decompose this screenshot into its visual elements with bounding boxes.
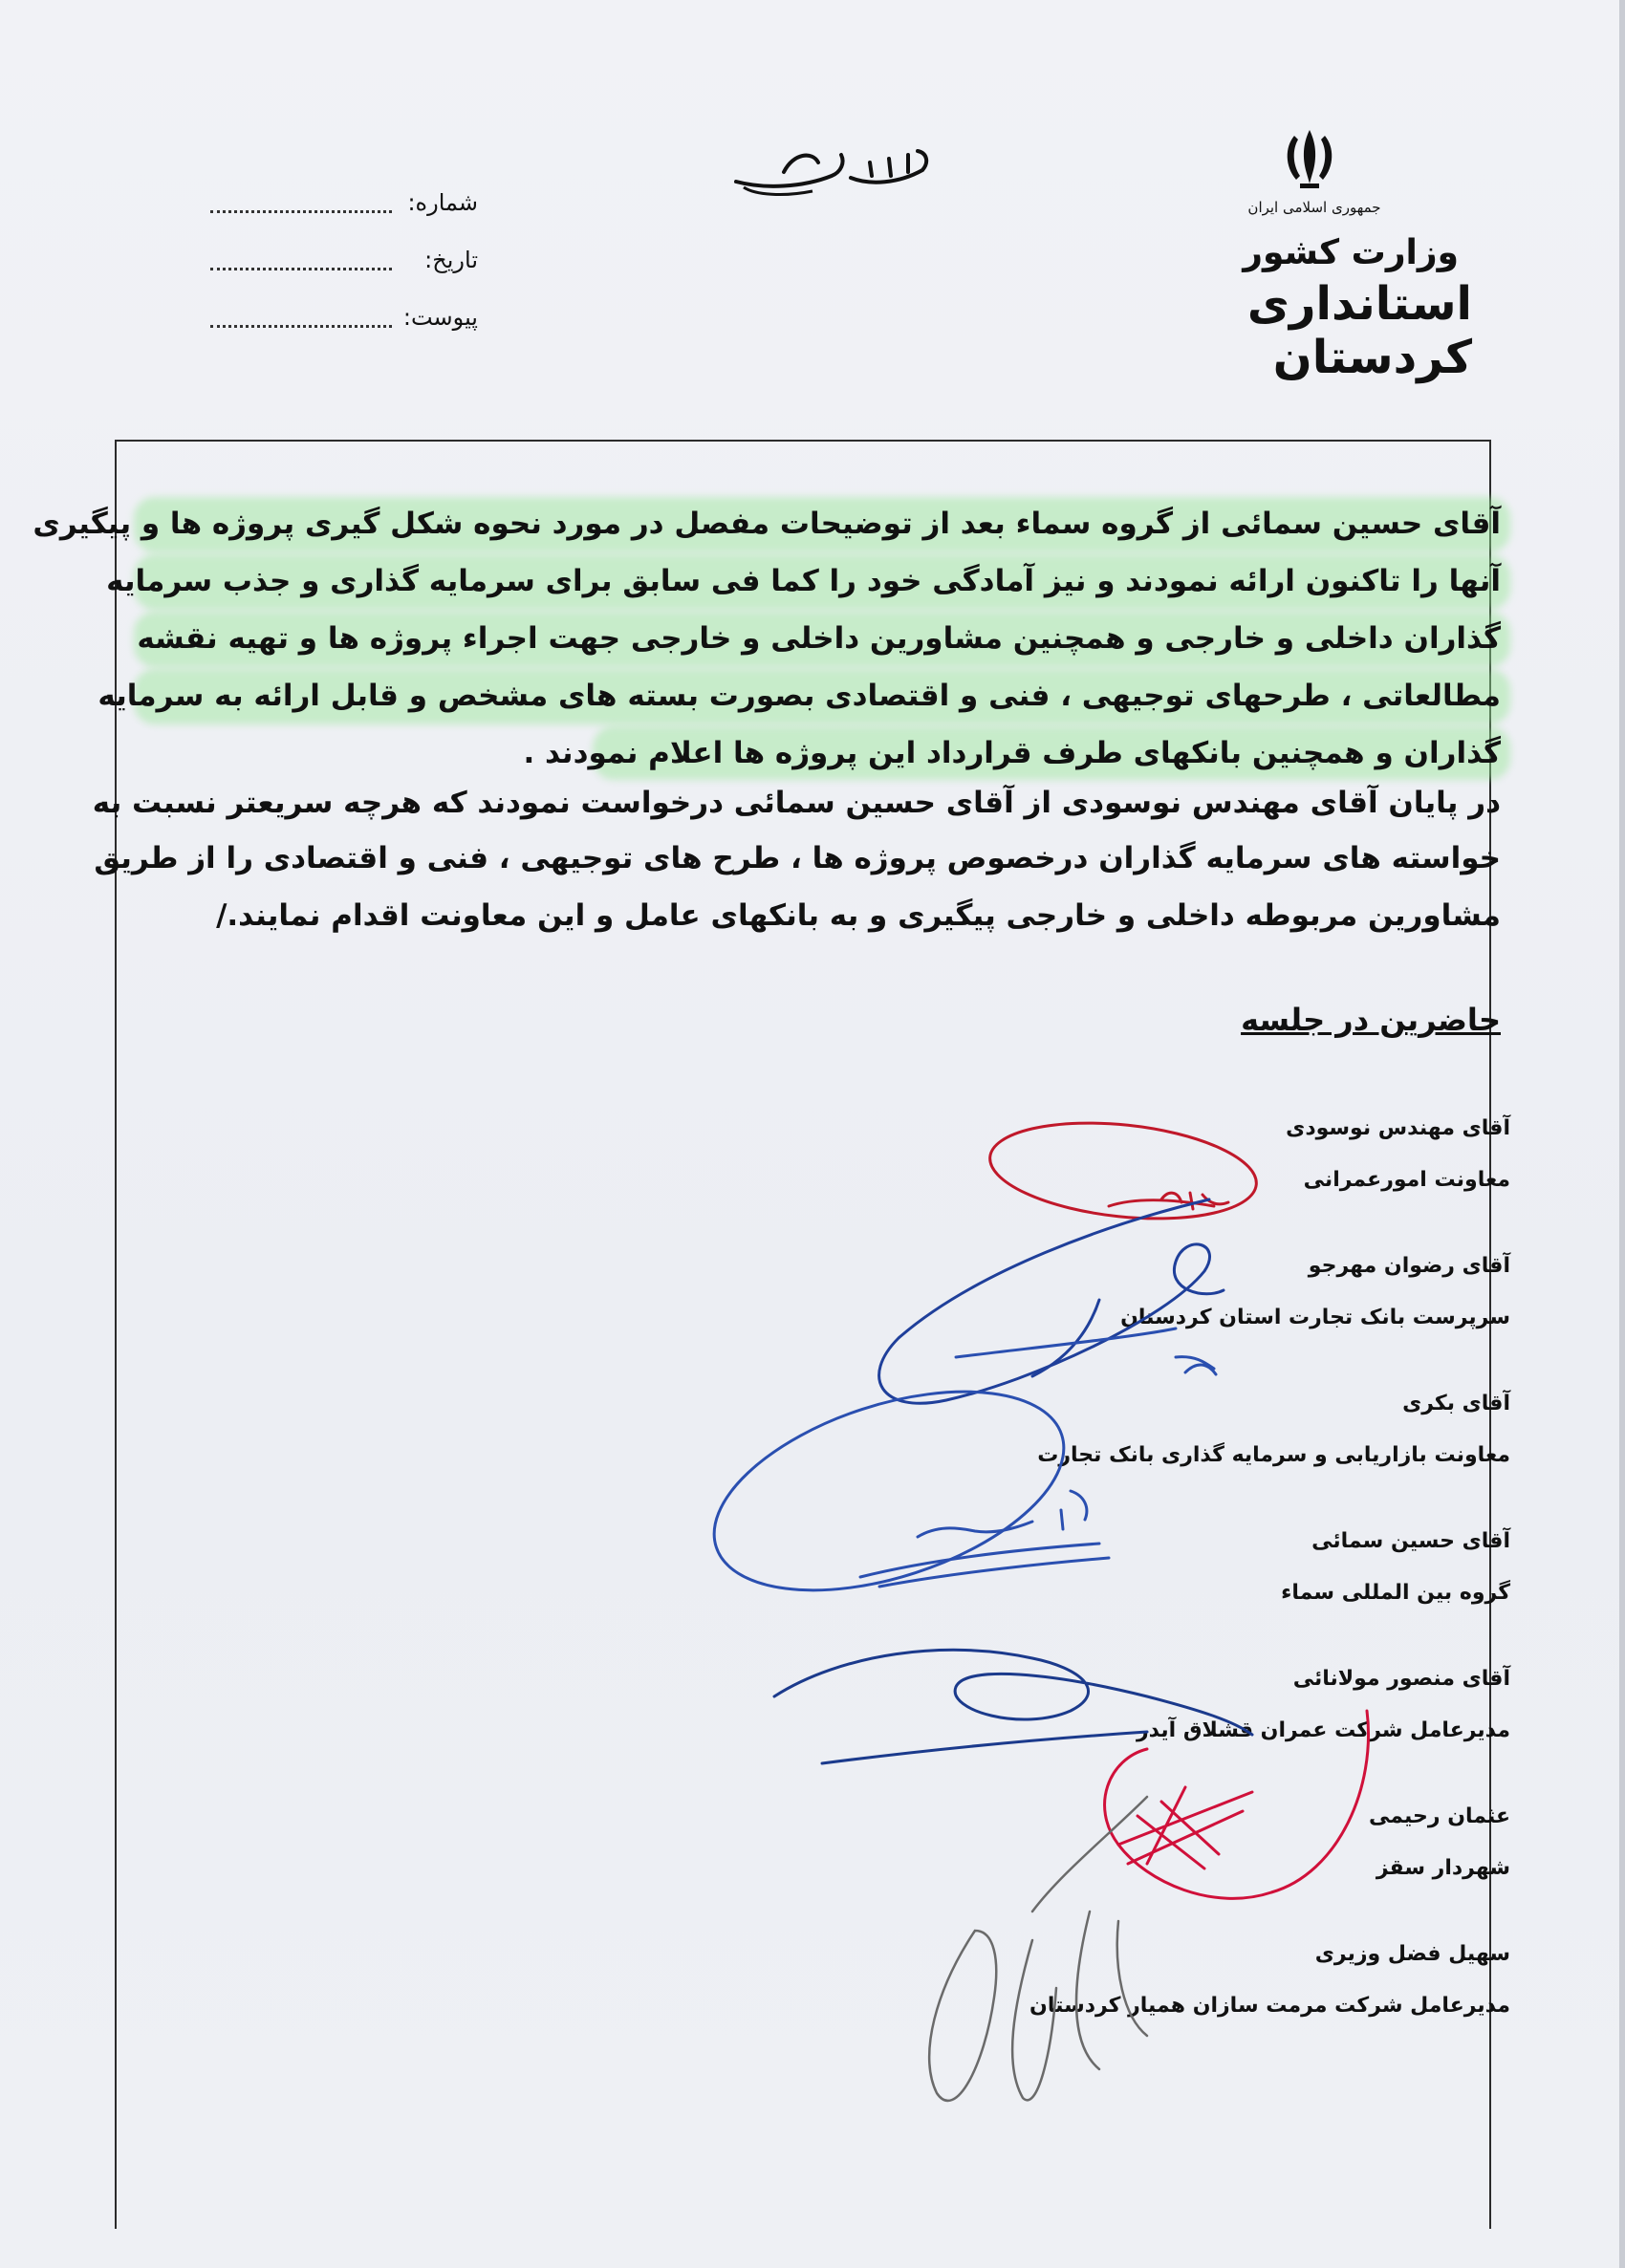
attendee-name: سهیل فضل وزیری: [1314, 1942, 1510, 1966]
bismillah-calligraphy: [726, 134, 937, 201]
republic-label: جمهوری اسلامی ایران: [1247, 199, 1381, 216]
attachment-dots: [210, 308, 392, 328]
attachment-field: [191, 304, 507, 342]
body-line-1: آقای حسین سمائی از گروه سماء بعد از توضیحات مفصل در مورد نحوه شکل گیری پروژه ها و پیگیری: [32, 507, 1501, 541]
body-line-4: مطالعاتی ، طرحهای توجیهی ، فنی و اقتصادی بصورت بسته های مشخص و قابل ارائه به سرمایه: [98, 679, 1501, 713]
date-dots: [210, 250, 392, 270]
attendee-role: سرپرست بانک تجارت استان کردستان: [1120, 1306, 1510, 1329]
attendees-title: حاضرین در جلسه: [1241, 1002, 1501, 1038]
attendee-role: معاونت امورعمرانی: [1303, 1168, 1510, 1192]
body-line-5: گذاران و همچنین بانکهای طرف قرارداد این پروژه ها اعلام نمودند .: [523, 736, 1501, 770]
attendee-role: مدیرعامل شرکت عمران قشلاق آیدر: [1137, 1718, 1510, 1742]
number-label: شماره:: [407, 189, 478, 216]
body-line-7: خواسته های سرمایه گذاران درخصوص پروژه ها ، طرح های توجیهی ، فنی و اقتصادی را از طریق: [94, 841, 1501, 875]
body-line-6: در پایان آقای مهندس نوسودی از آقای حسین سمائی درخواست نمودند که هرچه سریعتر نسبت به: [92, 786, 1501, 820]
iran-emblem-icon: [1271, 122, 1348, 199]
body-line-8: مشاورین مربوطه داخلی و خارجی پیگیری و به بانکهای عامل و این معاونت اقدام نمایند./: [216, 898, 1501, 933]
attendee-name: آقای حسین سمائی: [1311, 1529, 1510, 1553]
attendee-name: آقای رضوان مهرجو: [1308, 1254, 1510, 1278]
body-line-2: آنها را تاکنون ارائه نمودند و نیز آمادگی خود را کما فی سابق برای سرمایه گذاری و جذب سرمایه: [106, 564, 1501, 598]
governorate-title: استانداری کردستان: [1246, 277, 1472, 384]
number-dots: [210, 193, 392, 213]
attendee-role: شهردار سقز: [1376, 1856, 1510, 1880]
body-line-3: گذاران داخلی و خارجی و همچنین مشاورین داخلی و خارجی جهت اجراء پروژه ها و تهیه نقشه: [137, 621, 1501, 656]
attendee-role: معاونت بازاریابی و سرمایه گذاری بانک تجارت: [1037, 1443, 1510, 1467]
attendee-role: مدیرعامل شرکت مرمت سازان همیار کردستان: [1029, 1994, 1510, 2018]
ministry-title: وزارت کشور: [1243, 233, 1459, 272]
attendee-role: گروه بین المللی سماء: [1281, 1581, 1510, 1605]
attendee-name: آقای مهندس نوسودی: [1286, 1116, 1510, 1140]
scan-edge: [1619, 0, 1625, 2268]
date-label: تاریخ:: [424, 247, 478, 273]
attendee-name: آقای بکری: [1402, 1392, 1510, 1415]
attendee-name: عثمان رحیمی: [1369, 1804, 1510, 1828]
number-field: [191, 189, 507, 227]
date-field: [191, 247, 507, 285]
attachment-label: پیوست:: [402, 304, 478, 331]
attendee-name: آقای منصور مولانائی: [1292, 1667, 1510, 1691]
